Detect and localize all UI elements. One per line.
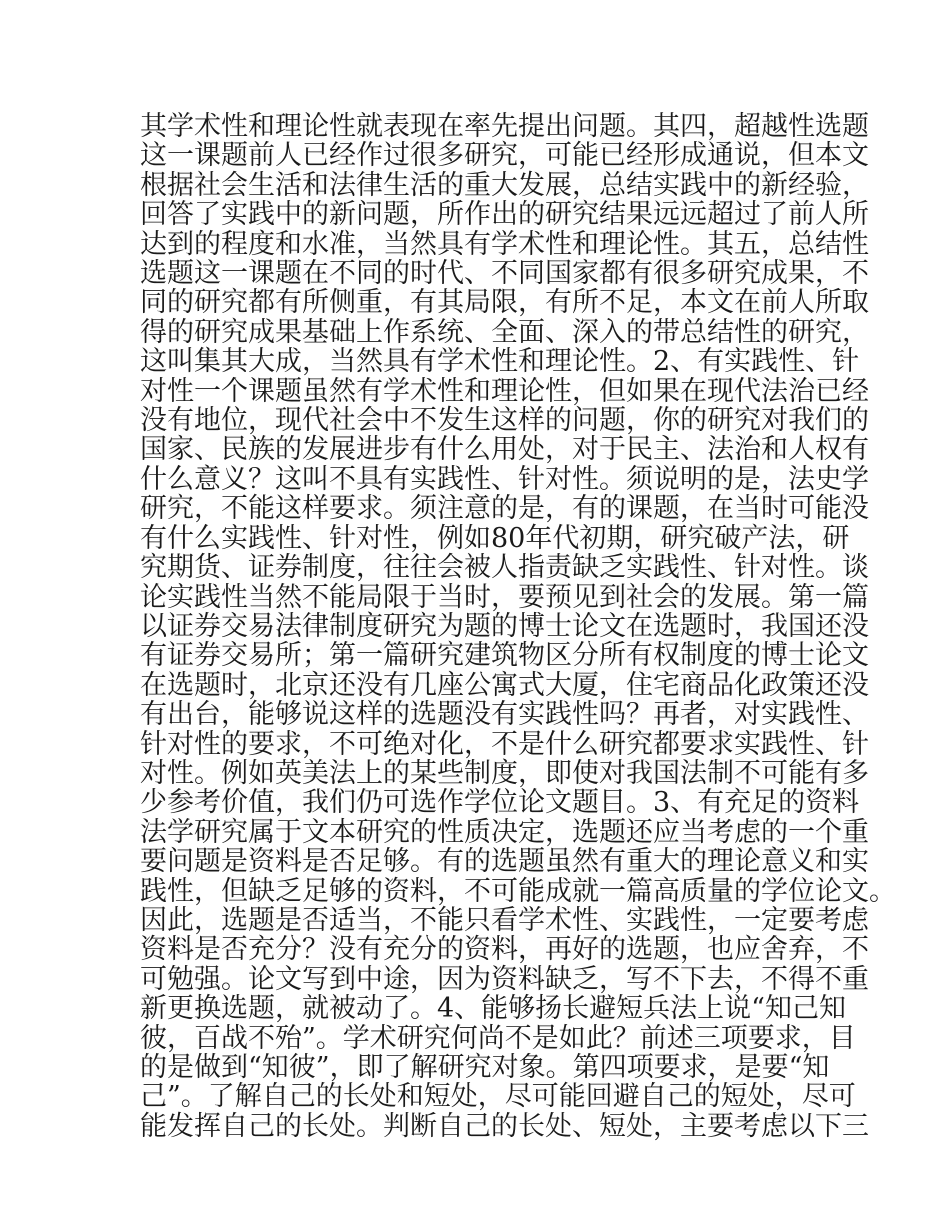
body-text: [140, 111, 896, 1142]
text-line: 对性一个课题虽然有学术性和理论性，但如果在现代法治已经: [140, 375, 869, 407]
text-line: 的是做到“知彼”，即了解研究对象。第四项要求，是要“知: [140, 1052, 830, 1083]
text-line: 少参考价值，我们仍可选作学位论文题目。3、有充足的资料: [140, 787, 860, 819]
text-line: 同的研究都有所侧重，有其局限，有所不足，本文在前人所取: [140, 287, 869, 319]
text-line: 究期货、证券制度，往往会被人指责缺乏实践性、针对性。谈: [140, 552, 869, 584]
text-line: 要问题是资料是否足够。有的选题虽然有重大的理论意义和实: [140, 846, 869, 878]
text-line: 得的研究成果基础上作系统、全面、深入的带总结性的研究，: [140, 316, 869, 348]
text-line: 己”。了解自己的长处和短处，尽可能回避自己的短处，尽可: [140, 1081, 856, 1113]
text-line: 彼，百战不殆”。学术研究何尚不是如此？前述三项要求，目: [140, 1022, 856, 1054]
text-line: 这一课题前人已经作过很多研究，可能已经形成通说，但本文: [140, 140, 869, 172]
text-line: 对性。例如英美法上的某些制度，即使对我国法制不可能有多: [140, 757, 869, 789]
text-line: 能发挥自己的长处。判断自己的长处、短处，主要考虑以下三: [140, 1110, 869, 1142]
text-line: 国家、民族的发展进步有什么用处，对于民主、法治和人权有: [140, 434, 869, 466]
text-line: 达到的程度和水准，当然具有学术性和理论性。其五，总结性: [140, 228, 869, 260]
text-line: 论实践性当然不能局限于当时，要预见到社会的发展。第一篇: [140, 581, 869, 613]
text-line: 资料是否充分？没有充分的资料，再好的选题，也应舍弃，不: [140, 934, 869, 966]
text-line: 以证券交易法律制度研究为题的博士论文在选题时，我国还没: [140, 610, 869, 642]
text-line: 践性，但缺乏足够的资料，不可能成就一篇高质量的学位论文。: [140, 875, 896, 907]
text-line: 可勉强。论文写到中途，因为资料缺乏，写不下去，不得不重: [140, 963, 869, 995]
text-line: 针对性的要求，不可绝对化，不是什么研究都要求实践性、针: [140, 728, 869, 760]
text-line: 有证券交易所；第一篇研究建筑物区分所有权制度的博士论文: [140, 640, 869, 672]
text-line: 有出台，能够说这样的选题没有实践性吗？再者，对实践性、: [140, 699, 869, 731]
text-line: 新更换选题，就被动了。4、能够扬长避短兵法上说“知己知: [140, 993, 846, 1025]
text-line: 因此，选题是否适当，不能只看学术性、实践性，一定要考虑: [140, 904, 869, 936]
text-line: 这叫集其大成，当然具有学术性和理论性。2、有实践性、针: [140, 346, 860, 378]
text-line: 研究，不能这样要求。须注意的是，有的课题，在当时可能没: [140, 493, 869, 525]
text-line: 其学术性和理论性就表现在率先提出问题。其四，超越性选题: [140, 111, 869, 142]
text-line: 回答了实践中的新问题，所作出的研究结果远远超过了前人所: [140, 199, 869, 231]
text-line: 选题这一课题在不同的时代、不同国家都有很多研究成果，不: [140, 258, 869, 290]
text-line: 根据社会生活和法律生活的重大发展，总结实践中的新经验，: [140, 169, 869, 201]
text-line: 法学研究属于文本研究的性质决定，选题还应当考虑的一个重: [140, 816, 869, 848]
text-line: 有什么实践性、针对性，例如80年代初期，研究破产法，研: [140, 522, 850, 554]
text-line: 没有地位，现代社会中不发生这样的问题，你的研究对我们的: [140, 405, 869, 437]
text-line: 什么意义？这叫不具有实践性、针对性。须说明的是，法史学: [140, 463, 869, 495]
text-line: 在选题时，北京还没有几座公寓式大厦，住宅商品化政策还没: [140, 669, 869, 701]
